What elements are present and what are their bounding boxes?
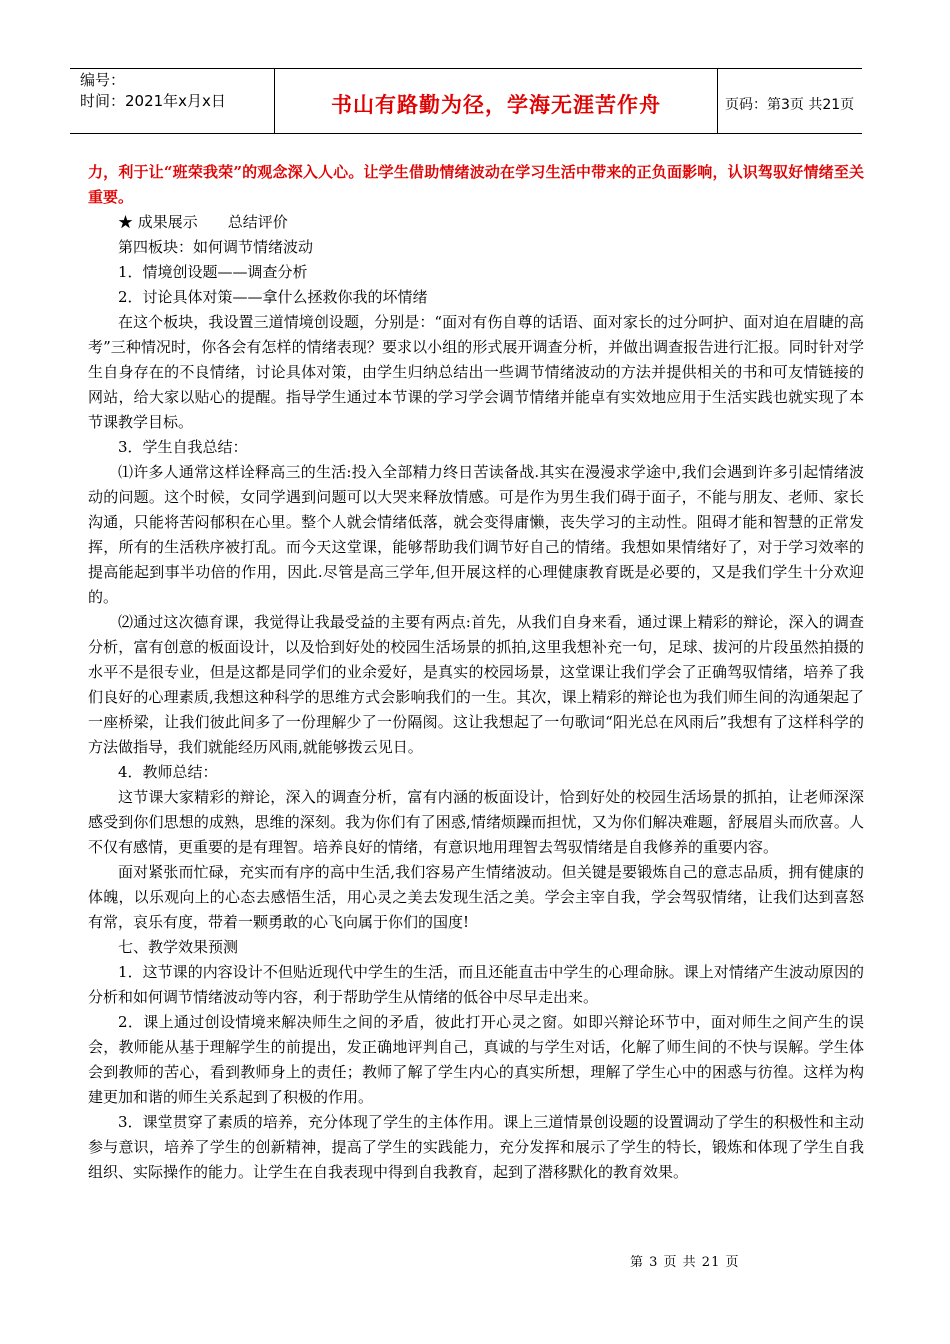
paragraph: 力，利于让“班荣我荣”的观念深入人心。让学生借助情绪波动在学习生活中带来的正负面影响，认识驾驭好情绪至关重要。	[88, 163, 864, 206]
page-number-label: 页码：第3页 共21页	[725, 97, 855, 113]
motto-text: 书山有路勤为径，学海无涯苦作舟	[331, 93, 661, 117]
paragraph: ⑴许多人通常这样诠释高三的生活:投入全部精力终日苦读备战.其实在漫漫求学途中,我们会遇到许多引起情绪波动的问题。这个时候，女同学遇到问题可以大哭来释放情感。可是作为男生我们碍于面子，不能与朋友、老师、家长沟通，只能将苦闷郁积在心里。整个人就会情绪低落，就会变得庸懒，丧失学习的主动性。阻碍才能和智慧的正常发挥，所有的生活秩序被打乱。而今天这堂课，能够帮助我们调节好自己的情绪。我想如果情绪好了，对于学习效率的提高能起到事半功倍的作用，因此.尽管是高三学年,但开展这样的心理健康教育既是必要的，又是我们学生十分欢迎的。	[88, 463, 864, 606]
paragraph: ⑵通过这次德育课，我觉得让我最受益的主要有两点:首先，从我们自身来看，通过课上精彩的辩论，深入的调查分析，富有创意的板面设计，以及恰到好处的校园生活场景的抓拍,这里我想补充一句，足球、拔河的片段虽然拍摄的水平不是很专业，但是这都是同学们的业余爱好，是真实的校园场景，这堂课让我们学会了正确驾驭情绪，培养了我们良好的心理素质,我想这种科学的思维方式会影响我们的一生。其次，课上精彩的辩论也为我们师生间的沟通架起了一座桥梁，让我们彼此间多了一份理解少了一份隔阂。这让我想起了一句歌词“阳光总在风雨后”我想有了这样科学的方法做指导，我们就能经历风雨,就能够拨云见日。	[88, 613, 864, 756]
paragraph: 面对紧张而忙碌，充实而有序的高中生活,我们容易产生情绪波动。但关键是要锻炼自己的意志品质，拥有健康的体魄，以乐观向上的心态去感悟生活，用心灵之美去发现生活之美。学会主宰自我，学会驾驭情绪，让我们达到喜怒有常，哀乐有度，带着一颗勇敢的心飞向属于你们的国度!	[88, 863, 864, 931]
list-item: 2．讨论具体对策——拿什么拯救你我的坏情绪	[118, 288, 428, 306]
paragraph: 在这个板块，我设置三道情境创设题，分别是：“面对有伤自尊的话语、面对家长的过分呵护、面对迫在眉睫的高考”三种情况时，你各会有怎样的情绪表现？要求以小组的形式展开调查分析，并做出调查报告进行汇报。同时针对学生自身存在的不良情绪，讨论具体对策，由学生归纳总结出一些调节情绪波动的方法并提供相关的书和可友情链接的网站，给大家以贴心的提醒。指导学生通过本节课的学习学会调节情绪并能卓有实效地应用于生活实践也就实现了本节课教学目标。	[88, 313, 864, 431]
header-table	[70, 68, 862, 134]
paragraph: 1．这节课的内容设计不但贴近现代中学生的生活，而且还能直击中学生的心理命脉。课上对情绪产生波动原因的分析和如何调节情绪波动等内容，利于帮助学生从情绪的低谷中尽早走出来。	[88, 963, 864, 1006]
document-date-label: 时间：2021年x月x日	[80, 92, 226, 110]
paragraph: 3．课堂贯穿了素质的培养，充分体现了学生的主体作用。课上三道情景创设题的设置调动了学生的积极性和主动参与意识，培养了学生的创新精神，提高了学生的实践能力，充分发挥和展示了学生的特长，锻炼和体现了学生自我组织、实际操作的能力。让学生在自我表现中得到自我教育，起到了潜移默化的教育效果。	[88, 1113, 864, 1181]
paragraph: 2．课上通过创设情境来解决师生之间的矛盾，彼此打开心灵之窗。如即兴辩论环节中，面对师生之间产生的误会，教师能从基于理解学生的前提出，发正确地评判自己，真诚的与学生对话，化解了师生间的不快与误解。学生体会到教师的苦心，看到教师身上的责任；教师了解了学生内心的真实所想，理解了学生心中的困惑与彷徨。这样为构建更加和谐的师生关系起到了积极的作用。	[88, 1013, 864, 1106]
list-item: 1．情境创设题——调查分析	[118, 263, 308, 281]
document-body	[88, 160, 864, 1185]
document-number-label: 编号：	[80, 71, 126, 89]
page-footer: 第 3 页 共 21 页	[630, 1255, 740, 1270]
paragraph: 这节课大家精彩的辩论，深入的调查分析，富有内涵的板面设计，恰到好处的校园生活场景的抓拍，让老师深深感受到你们思想的成熟，思维的深刻。我为你们有了困惑,情绪烦躁而担忧，又为你们解决难题，舒展眉头而欣喜。人不仅有感情，更重要的是有理智。培养良好的情绪，有意识地用理智去驾驭情绪是自我修养的重要内容。	[88, 788, 864, 856]
list-item: 4．教师总结：	[118, 763, 218, 781]
section-heading: 第四板块：如何调节情绪波动	[118, 238, 314, 256]
header-motto-cell	[274, 69, 718, 133]
section-heading: ★ 成果展示 总结评价	[118, 213, 288, 231]
header-page-cell	[717, 69, 862, 133]
section-heading: 七、教学效果预测	[118, 938, 239, 956]
list-item: 3．学生自我总结：	[118, 438, 248, 456]
header-info-cell	[70, 69, 274, 133]
